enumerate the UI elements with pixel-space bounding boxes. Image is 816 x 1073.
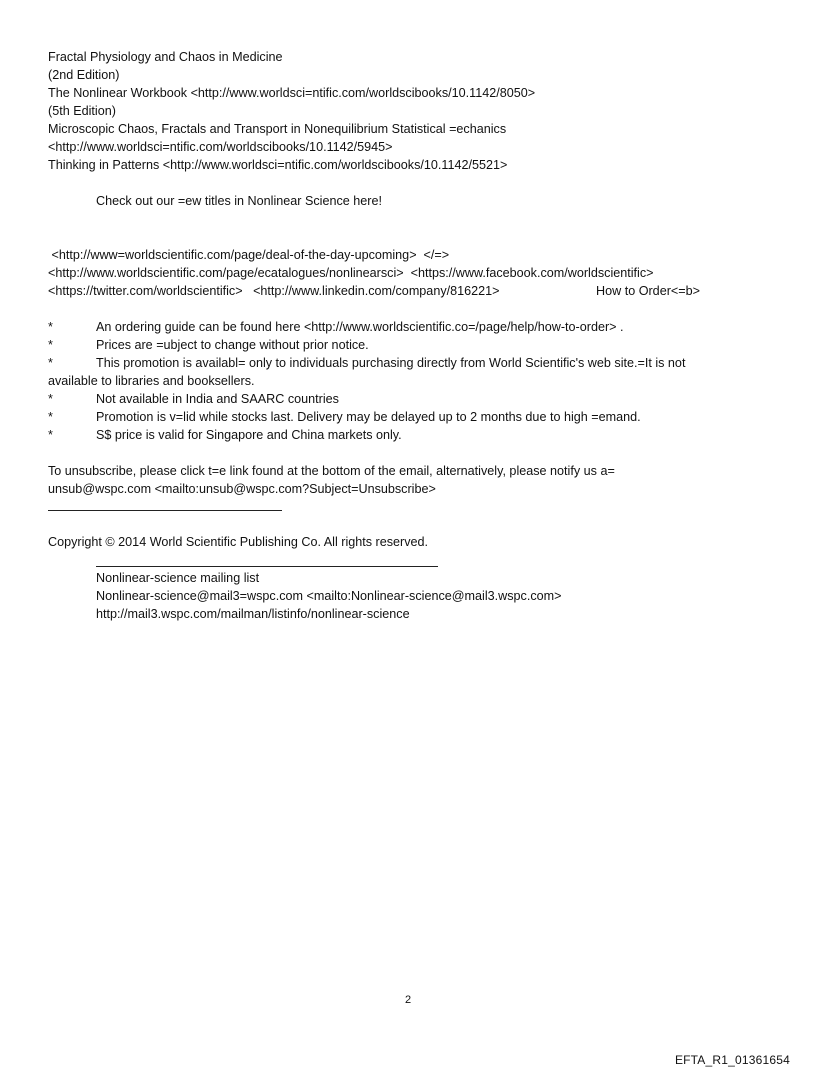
mailing-list-address[interactable]: Nonlinear-science@mail3=wspc.com <mailto:Nonlinear-science@mail3.wspc.com> [96, 589, 562, 603]
book-microscopic-chaos-link[interactable]: <http://www.worldsci=ntific.com/worldscibooks/10.1142/5945> [48, 140, 393, 154]
book-edition-2nd: (2nd Edition) [48, 68, 120, 82]
bullet-price-validity: S$ price is valid for Singapore and China markets only. [96, 428, 402, 442]
divider [96, 566, 438, 567]
book-edition-5th: (5th Edition) [48, 104, 116, 118]
page-number: 2 [404, 994, 412, 1006]
book-microscopic-chaos: Microscopic Chaos, Fractals and Transport in Nonequilibrium Statistical =echanics [48, 122, 507, 136]
bullet-marker: * [48, 392, 53, 406]
deal-of-the-day-link[interactable]: <http://www=worldscientific.com/page/deal-of-the-day-upcoming> </=> [48, 248, 450, 262]
document-id: EFTA_R1_01361654 [674, 1053, 790, 1067]
mailing-list-title: Nonlinear-science mailing list [96, 571, 260, 585]
social-links-row-1[interactable]: <http://www.worldscientific.com/page/ecatalogues/nonlinearsci> <https://www.facebook.com/worldscientific> [48, 266, 654, 280]
how-to-order-heading: How to Order<=b> [596, 284, 700, 298]
bullet-ordering-guide[interactable]: An ordering guide can be found here <http://www.worldscientific.co=/page/help/how-to-order> . [96, 320, 624, 334]
mailing-list-url[interactable]: http://mail3.wspc.com/mailman/listinfo/nonlinear-science [96, 607, 410, 621]
unsubscribe-email-link[interactable]: unsub@wspc.com <mailto:unsub@wspc.com?Subject=Unsubscribe> [48, 482, 436, 496]
book-title-fractal-physiology: Fractal Physiology and Chaos in Medicine [48, 50, 283, 64]
divider [48, 510, 282, 511]
bullet-marker: * [48, 320, 53, 334]
bullet-marker: * [48, 428, 53, 442]
bullet-region: Not available in India and SAARC countries [96, 392, 339, 406]
bullet-marker: * [48, 356, 53, 370]
social-links-row-2[interactable]: <https://twitter.com/worldscientific> <http://www.linkedin.com/company/816221> [48, 284, 500, 298]
bullet-availability-continuation: available to libraries and booksellers. [48, 374, 255, 388]
unsubscribe-text: To unsubscribe, please click t=e link found at the bottom of the email, alternatively, please notify us a= [48, 464, 615, 478]
bullet-marker: * [48, 410, 53, 424]
bullet-marker: * [48, 338, 53, 352]
book-nonlinear-workbook[interactable]: The Nonlinear Workbook <http://www.worldsci=ntific.com/worldscibooks/10.1142/8050> [48, 86, 536, 100]
book-thinking-in-patterns[interactable]: Thinking in Patterns <http://www.worldsci=ntific.com/worldscibooks/10.1142/5521> [48, 158, 508, 172]
bullet-stock: Promotion is v=lid while stocks last. Delivery may be delayed up to 2 months due to high =emand. [96, 410, 641, 424]
bullet-availability: This promotion is availabl= only to individuals purchasing directly from World Scientific's web site.=It is not [96, 356, 686, 370]
bullet-prices: Prices are =ubject to change without prior notice. [96, 338, 369, 352]
new-titles-cta[interactable]: Check out our =ew titles in Nonlinear Science here! [96, 194, 382, 208]
copyright-notice: Copyright © 2014 World Scientific Publishing Co. All rights reserved. [48, 535, 429, 549]
